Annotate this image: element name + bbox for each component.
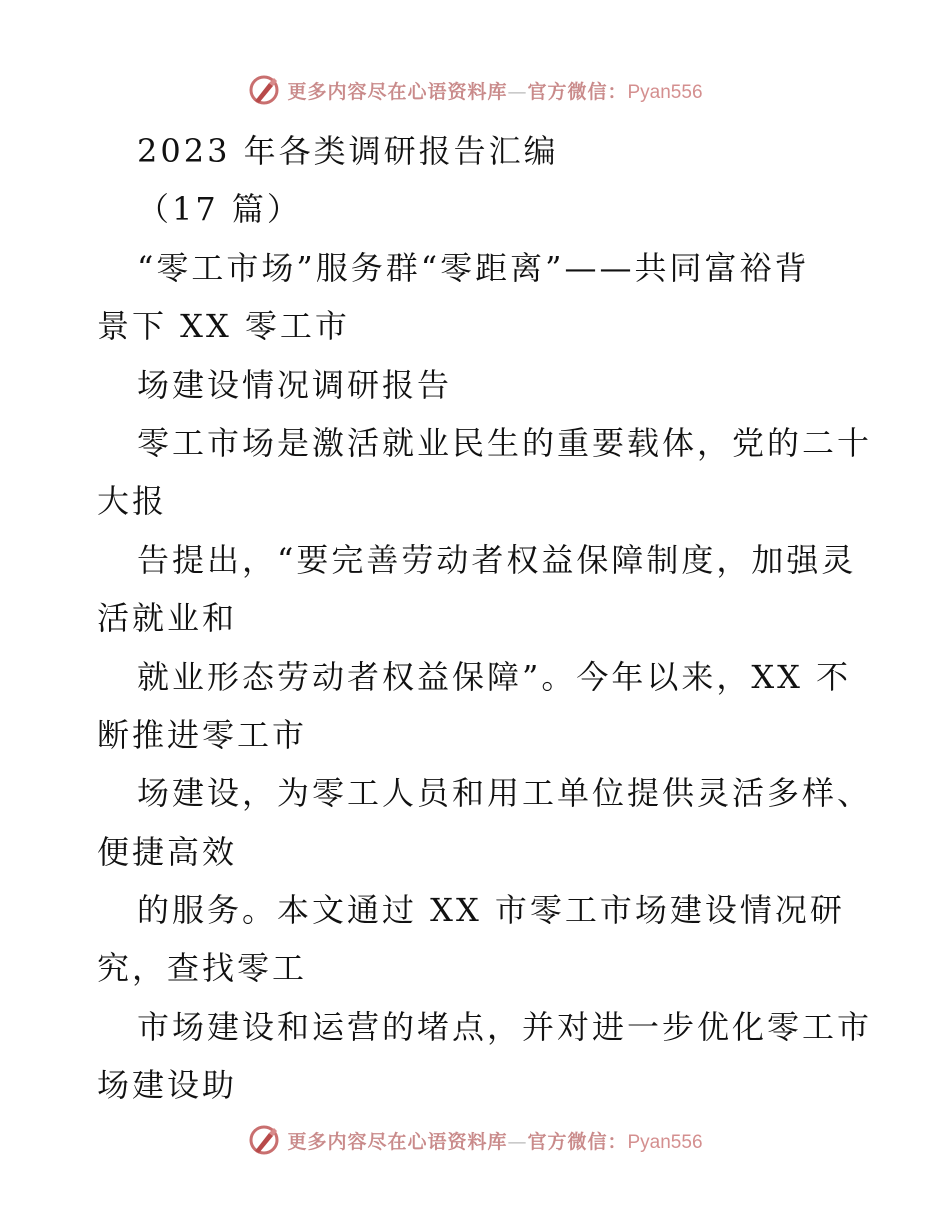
doc-line: 活就业和: [97, 599, 238, 638]
watermark-separator: —: [507, 1130, 528, 1153]
watermark-official-label: 官方微信：: [527, 1130, 628, 1153]
watermark-wechat-id: Pyan556: [627, 1131, 703, 1153]
watermark-official-label: 官方微信：: [527, 80, 628, 103]
document-body: [97, 122, 873, 1115]
pen-logo-icon: [247, 73, 281, 107]
watermark-main: 更多内容尽在心语资料库: [287, 80, 508, 103]
doc-line: “零工市场”服务群“零距离”——共同富裕背: [137, 248, 810, 287]
doc-line: 场建设情况调研报告: [137, 365, 453, 404]
doc-line: 断推进零工市: [97, 715, 308, 754]
watermark-wechat-id: Pyan556: [627, 81, 703, 103]
doc-line: 大报: [97, 482, 168, 521]
doc-line: 告提出，“要完善劳动者权益保障制度，加强灵: [137, 540, 857, 579]
doc-line: 就业形态劳动者权益保障”。今年以来，XX 不: [137, 657, 852, 696]
doc-line: 场建设助: [97, 1066, 238, 1105]
doc-title: 2023 年各类调研报告汇编: [137, 132, 559, 170]
watermark-main: 更多内容尽在心语资料库: [287, 1130, 508, 1153]
doc-subtitle: （17 篇）: [137, 190, 302, 229]
watermark-footer: [0, 1120, 950, 1160]
watermark-separator: —: [507, 80, 528, 103]
watermark-text: [287, 1127, 702, 1154]
doc-line: 究，查找零工: [97, 949, 308, 988]
doc-line: 的服务。本文通过 XX 市零工市场建设情况研: [137, 891, 845, 930]
watermark-header: [0, 70, 950, 110]
doc-line: 市场建设和运营的堵点，并对进一步优化零工市: [137, 1007, 873, 1046]
doc-line: 场建设，为零工人员和用工单位提供灵活多样、: [137, 774, 873, 813]
pen-logo-icon: [247, 1123, 281, 1157]
doc-line: 零工市场是激活就业民生的重要载体，党的二十: [137, 423, 873, 462]
doc-line: 景下 XX 零工市: [97, 307, 350, 346]
watermark-text: [287, 77, 702, 104]
doc-line: 便捷高效: [97, 832, 238, 871]
